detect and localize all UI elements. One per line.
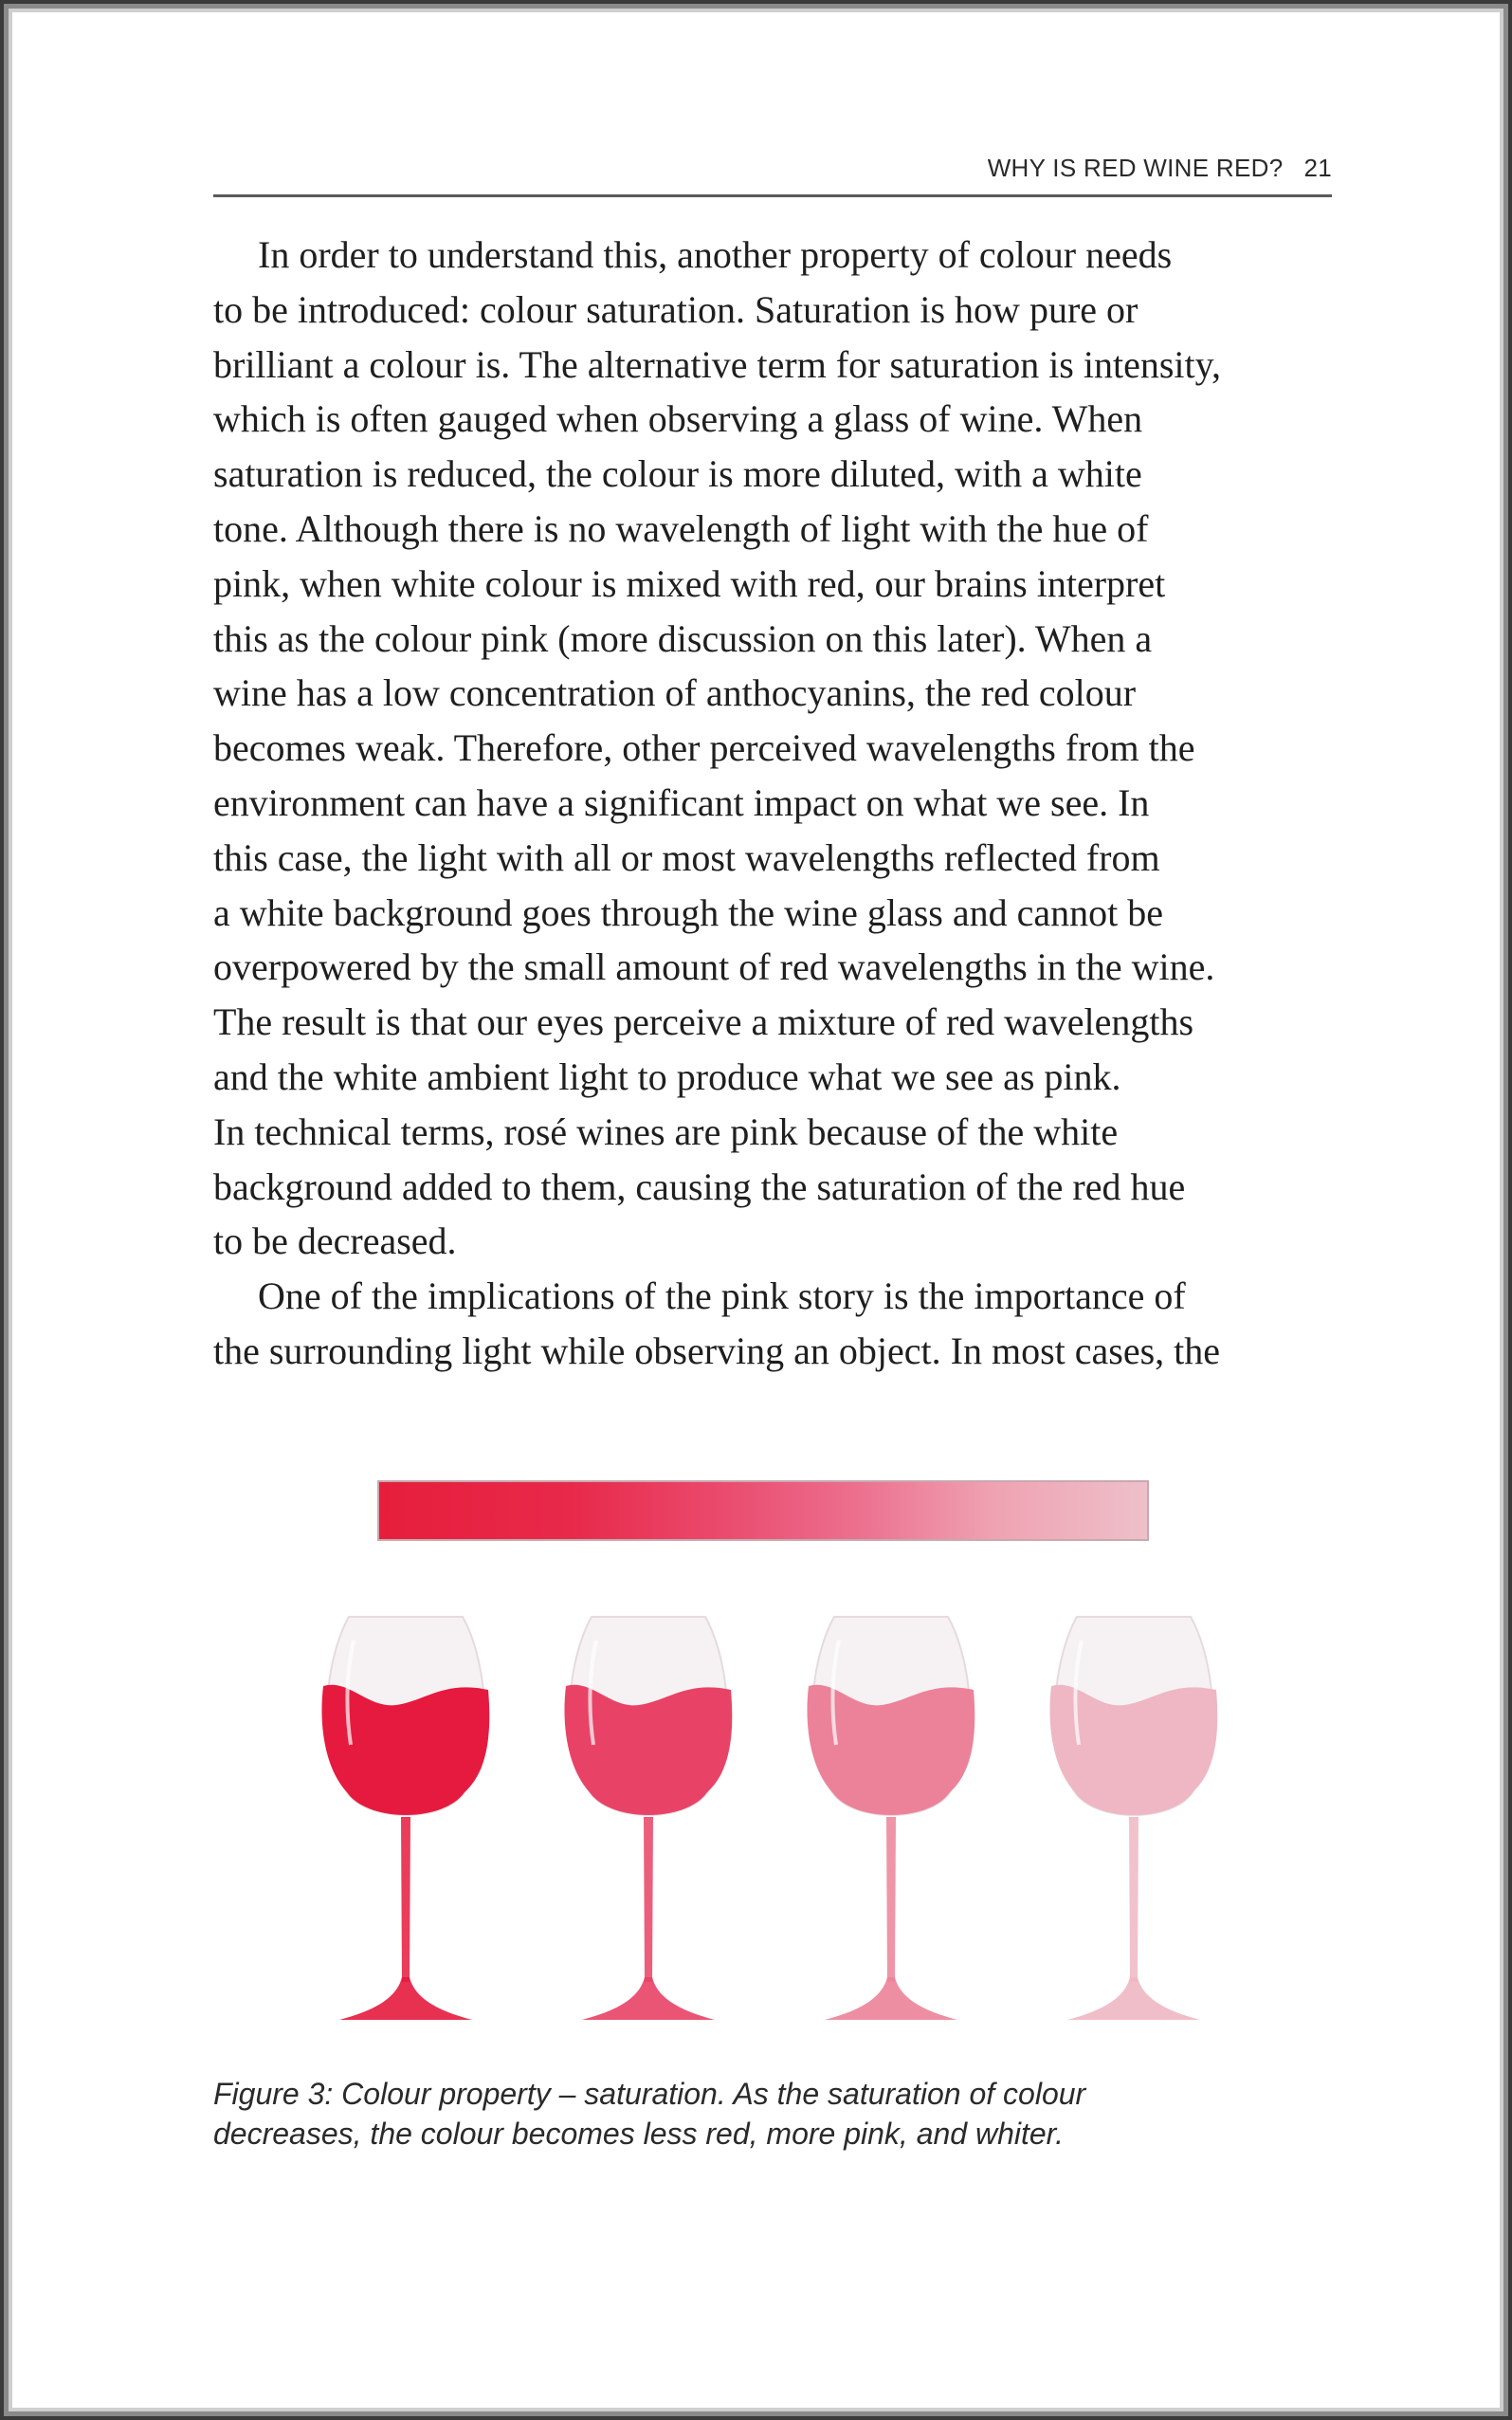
glass-stem: [886, 1817, 896, 1982]
wine-glass: [564, 1617, 732, 2020]
glass-foot: [1067, 1977, 1200, 2020]
body-text-line: and the white ambient light to produce what we see as pink.: [213, 1054, 1121, 1098]
body-text-line: a white background goes through the wine glass and cannot be: [213, 890, 1163, 934]
body-text-line: this as the colour pink (more discussion on this later). When a: [213, 616, 1153, 660]
body-text-line: The result is that our eyes perceive a mixture of red wavelengths: [213, 1000, 1194, 1044]
body-text-line: which is often gauged when observing a glass of wine. When: [213, 397, 1143, 441]
body-text-line: tone. Although there is no wavelength of light with the hue of: [213, 506, 1149, 550]
body-text-line: becomes weak. Therefore, other perceived wavelengths from the: [213, 726, 1195, 770]
glass-foot: [582, 1977, 715, 2020]
page-number: 21: [1303, 154, 1332, 182]
body-text-line: In order to understand this, another property of colour needs: [258, 233, 1173, 276]
body-text-line: saturation is reduced, the colour is more diluted, with a white: [213, 452, 1142, 496]
body-text-line: to be introduced: colour saturation. Saturation is how pure or: [213, 287, 1139, 331]
wine-glass: [807, 1617, 975, 2020]
wine-glass: [321, 1617, 489, 2020]
glass-foot: [339, 1977, 472, 2020]
body-text-line: One of the implications of the pink story is the importance of: [258, 1274, 1186, 1318]
body-text-line: In technical terms, rosé wines are pink because of the white: [213, 1109, 1119, 1153]
figure-caption: [213, 2074, 1332, 2154]
body-text-line: environment can have a significant impact on what we see. In: [213, 780, 1150, 824]
wine-glass: [1049, 1617, 1217, 2020]
caption-line: decreases, the colour becomes less red, more pink, and whiter.: [213, 2117, 1065, 2151]
caption-line: Figure 3: Colour property – saturation. As the saturation of colour: [213, 2077, 1086, 2111]
header-rule: [213, 194, 1332, 197]
body-text: [213, 228, 1332, 1379]
body-text-line: brilliant a colour is. The alternative term for saturation is intensity,: [213, 342, 1222, 386]
wine-glasses-illustration: [284, 1603, 1251, 2039]
body-text-line: wine has a low concentration of anthocyanins, the red colour: [213, 671, 1137, 715]
running-title: WHY IS RED WINE RED?: [987, 154, 1284, 182]
body-text-line: to be decreased.: [213, 1219, 457, 1263]
glass-stem: [1129, 1817, 1139, 1982]
glass-foot: [825, 1977, 957, 2020]
saturation-gradient-bar: [377, 1480, 1149, 1541]
body-text-line: pink, when white colour is mixed with red, our brains interpret: [213, 561, 1166, 605]
glass-stem: [644, 1817, 653, 1982]
body-text-line: the surrounding light while observing an object. In most cases, the: [213, 1329, 1221, 1372]
running-head: [213, 154, 1332, 183]
body-text-line: overpowered by the small amount of red wavelengths in the wine.: [213, 945, 1215, 989]
body-text-line: background added to them, causing the saturation of the red hue: [213, 1164, 1186, 1208]
glass-stem: [401, 1817, 410, 1982]
body-text-line: this case, the light with all or most wavelengths reflected from: [213, 835, 1160, 879]
